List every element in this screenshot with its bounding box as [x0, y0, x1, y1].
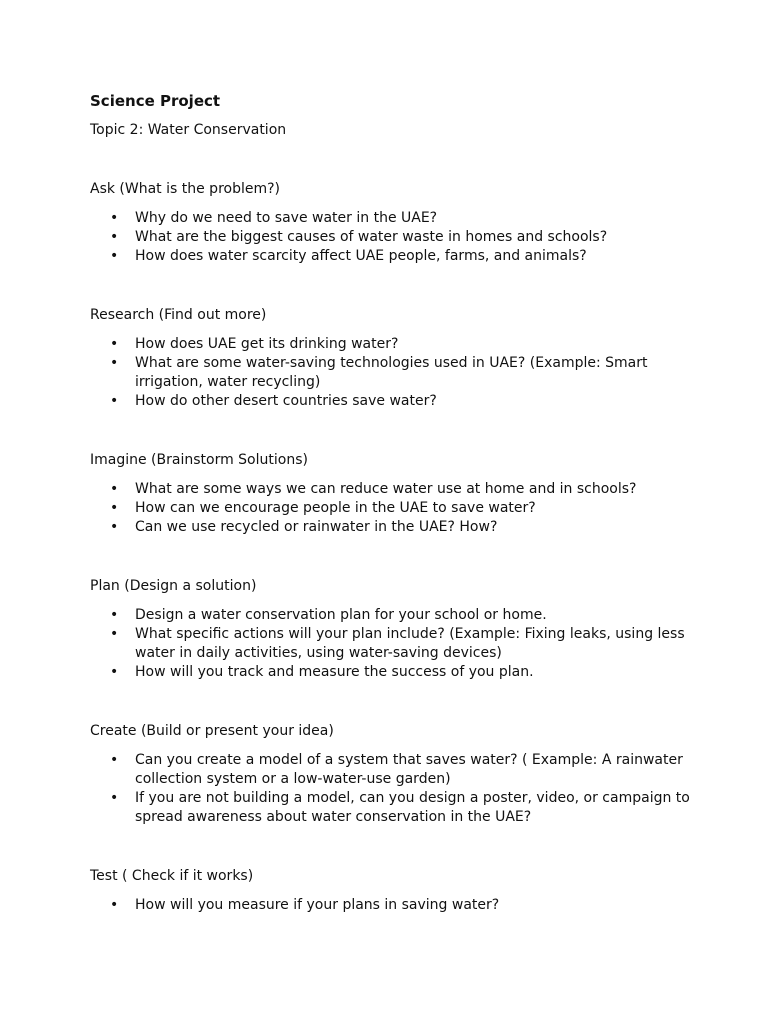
section-heading: Imagine (Brainstorm Solutions)	[90, 452, 308, 468]
bullet-icon: •	[110, 897, 119, 913]
bullet-list	[90, 896, 690, 915]
section	[90, 450, 690, 537]
list-item	[90, 789, 690, 827]
bullet-icon: •	[110, 481, 119, 497]
bullet-icon: •	[110, 790, 119, 806]
list-item-text: What are some water-saving technologies used in UAE? (Example: Smart irrigation, water recycling)	[135, 355, 648, 390]
document-subtitle: Topic 2: Water Conservation	[90, 122, 287, 138]
section-heading: Plan (Design a solution)	[90, 578, 257, 594]
bullet-icon: •	[110, 607, 119, 623]
document-title: Science Project	[90, 92, 221, 110]
bullet-list	[90, 480, 690, 537]
list-item	[90, 663, 690, 682]
list-item-text: How will you measure if your plans in saving water?	[135, 897, 500, 913]
list-item-text: How does UAE get its drinking water?	[135, 336, 399, 352]
section	[90, 179, 690, 266]
section	[90, 721, 690, 827]
section-heading: Test ( Check if it works)	[90, 868, 254, 884]
section-heading: Research (Find out more)	[90, 307, 267, 323]
bullet-list	[90, 606, 690, 682]
list-item-text: How will you track and measure the success of you plan.	[135, 664, 534, 680]
list-item-text: What specific actions will your plan include? (Example: Fixing leaks, using less water in daily activities, using water-saving devices)	[135, 626, 685, 661]
bullet-icon: •	[110, 752, 119, 768]
bullet-icon: •	[110, 519, 119, 535]
section-heading: Create (Build or present your idea)	[90, 723, 334, 739]
bullet-list	[90, 335, 690, 411]
bullet-icon: •	[110, 355, 119, 371]
list-item	[90, 625, 690, 663]
document-page	[90, 90, 690, 915]
list-item-text: What are some ways we can reduce water use at home and in schools?	[135, 481, 637, 497]
list-item	[90, 896, 690, 915]
section-heading: Ask (What is the problem?)	[90, 181, 281, 197]
bullet-icon: •	[110, 393, 119, 409]
list-item-text: Why do we need to save water in the UAE?	[135, 210, 438, 226]
list-item-text: How can we encourage people in the UAE to save water?	[135, 500, 536, 516]
bullet-icon: •	[110, 248, 119, 264]
list-item	[90, 392, 690, 411]
list-item-text: If you are not building a model, can you design a poster, video, or campaign to spread awareness about water conservation in the UAE?	[135, 790, 690, 825]
list-item-text: Can we use recycled or rainwater in the UAE? How?	[135, 519, 498, 535]
section	[90, 866, 690, 915]
bullet-icon: •	[110, 210, 119, 226]
bullet-list	[90, 209, 690, 266]
list-item	[90, 354, 690, 392]
list-item-text: What are the biggest causes of water waste in homes and schools?	[135, 229, 608, 245]
list-item	[90, 751, 690, 789]
list-item	[90, 499, 690, 518]
list-item-text: Can you create a model of a system that saves water? ( Example: A rainwater collection system or a low-water-use garden)	[135, 752, 683, 787]
list-item-text: Design a water conservation plan for your school or home.	[135, 607, 547, 623]
section	[90, 576, 690, 682]
bullet-icon: •	[110, 336, 119, 352]
list-item	[90, 518, 690, 537]
list-item	[90, 247, 690, 266]
list-item-text: How does water scarcity affect UAE people, farms, and animals?	[135, 248, 587, 264]
list-item	[90, 480, 690, 499]
bullet-icon: •	[110, 229, 119, 245]
list-item	[90, 335, 690, 354]
list-item	[90, 209, 690, 228]
bullet-icon: •	[110, 626, 119, 642]
bullet-icon: •	[110, 500, 119, 516]
section	[90, 305, 690, 411]
list-item	[90, 228, 690, 247]
list-item-text: How do other desert countries save water?	[135, 393, 437, 409]
sections-container	[90, 179, 690, 915]
bullet-icon: •	[110, 664, 119, 680]
list-item	[90, 606, 690, 625]
bullet-list	[90, 751, 690, 827]
